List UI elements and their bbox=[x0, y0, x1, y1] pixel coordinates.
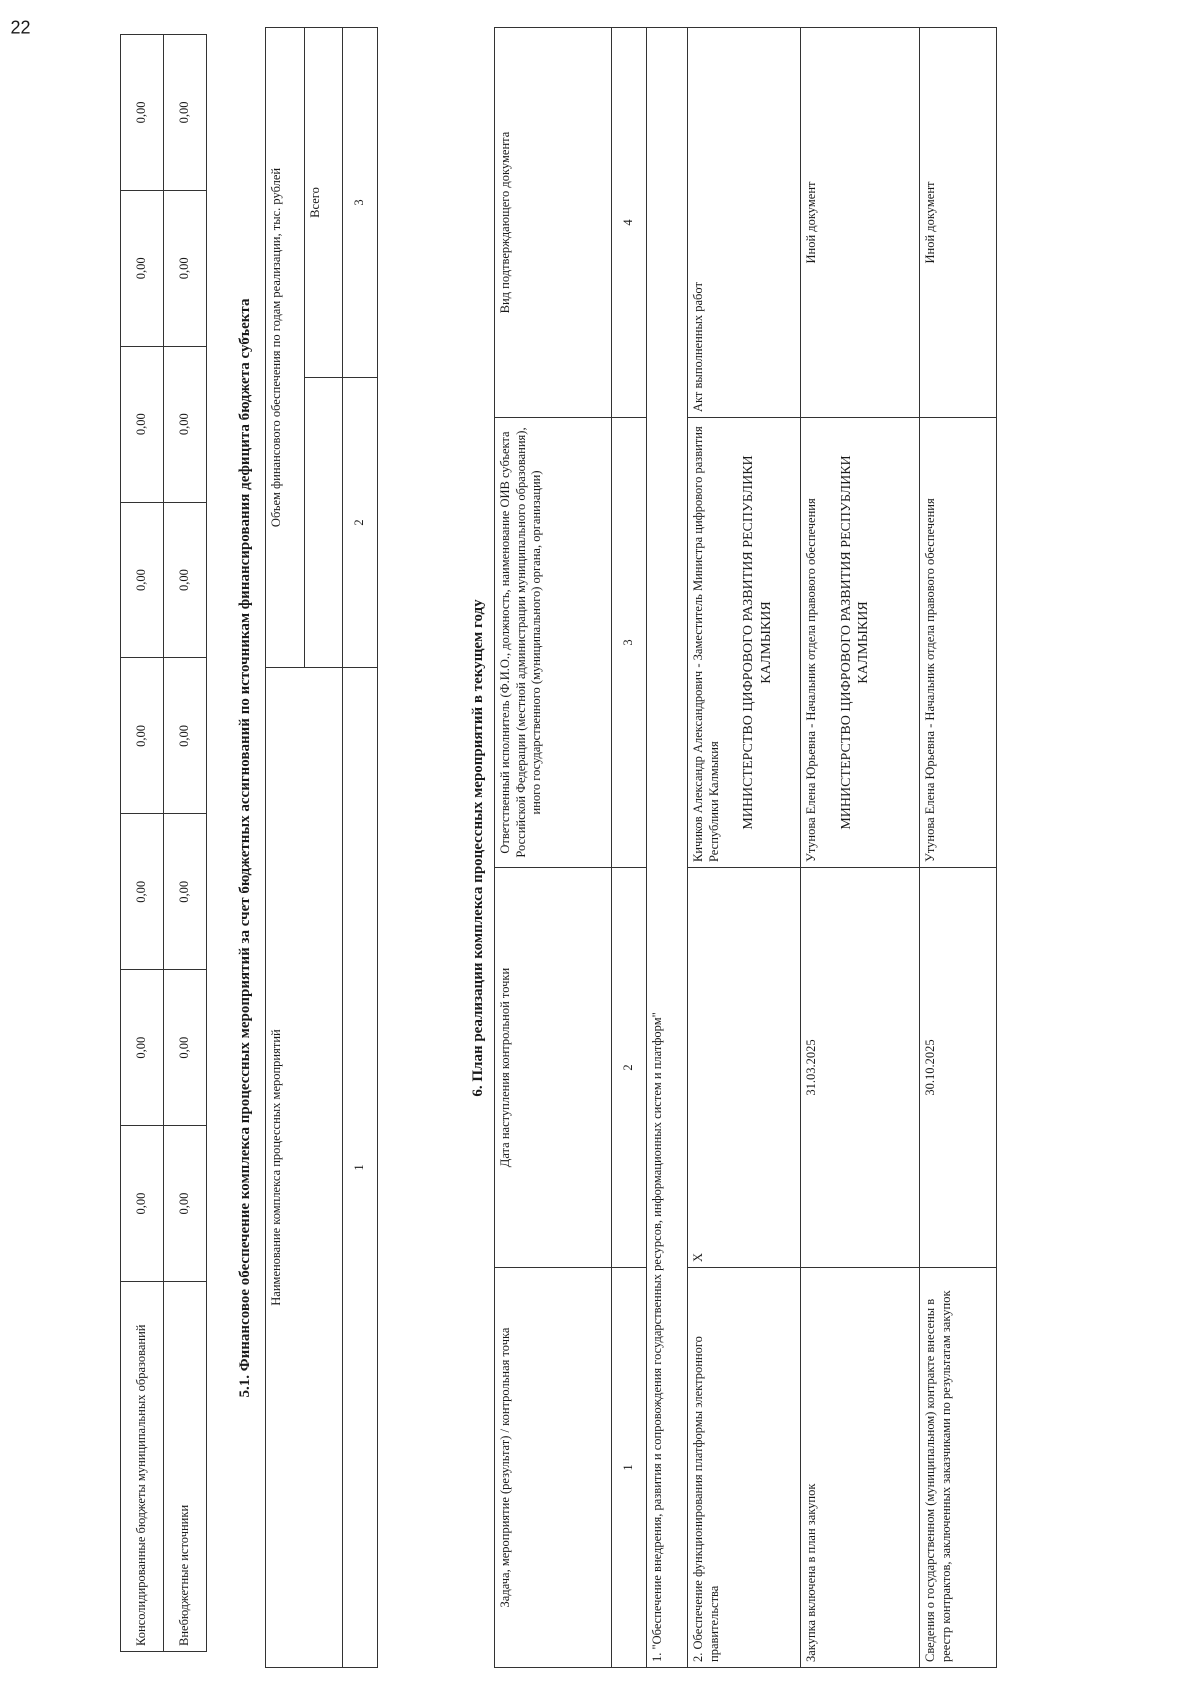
task-title: 1. "Обеспечение внедрения, развития и сопровождения государственных ресурсов, информационных систем и платформ" bbox=[647, 28, 688, 1668]
row-label: Внебюджетные источники bbox=[164, 1282, 207, 1652]
value-cell: 0,00 bbox=[121, 502, 164, 658]
col-number: 2 bbox=[612, 868, 647, 1268]
section-5-1-table bbox=[265, 27, 378, 1668]
section-6-table bbox=[494, 27, 997, 1668]
table-row bbox=[121, 35, 164, 1652]
activity-name: Закупка включена в план закупок bbox=[801, 1268, 920, 1668]
activity-responsible bbox=[688, 418, 801, 868]
header-empty bbox=[304, 378, 343, 668]
responsible-person: Утунова Елена Юрьевна - Начальник отдела правового обеспечения bbox=[804, 498, 818, 862]
financing-sources-table bbox=[120, 34, 207, 1652]
section-6-title: 6. План реализации комплекса процессных мероприятий в текущем году bbox=[470, 599, 486, 1097]
value-cell: 0,00 bbox=[164, 502, 207, 658]
activity-responsible bbox=[920, 418, 997, 868]
section-5-1-title: 5.1. Финансовое обеспечение комплекса процессных мероприятий за счет бюджетных ассигнований по источникам финансирования дефицита бюджета субъекта bbox=[237, 298, 253, 1398]
value-cell: 0,00 bbox=[164, 35, 207, 191]
responsible-org: МИНИСТЕРСТВО ЦИФРОВОГО РАЗВИТИЯ РЕСПУБЛИКИ КАЛМЫКИЯ bbox=[741, 455, 774, 830]
task-row bbox=[647, 28, 688, 1668]
col-number: 3 bbox=[343, 27, 378, 377]
table-row bbox=[920, 28, 997, 1668]
table-header-row bbox=[266, 27, 305, 1667]
header-total: Всего bbox=[304, 27, 343, 377]
value-cell: 0,00 bbox=[121, 814, 164, 970]
header-name: Наименование комплекса процессных мероприятий bbox=[266, 668, 343, 1668]
responsible-org: МИНИСТЕРСТВО ЦИФРОВОГО РАЗВИТИЯ РЕСПУБЛИКИ КАЛМЫКИЯ bbox=[838, 455, 872, 830]
activity-name: Сведения о государственном (муниципальном) контракте внесены в реестр контрактов, заключенных заказчиками по результатам закупок bbox=[920, 1268, 997, 1668]
header-task: Задача, мероприятие (результат) / контрольная точка bbox=[495, 1268, 612, 1668]
responsible-person: Кичиков Александр Александрович - Заместитель Министра цифрового развития Республики Калмыкия bbox=[691, 426, 721, 862]
value-cell: 0,00 bbox=[164, 970, 207, 1126]
value-cell: 0,00 bbox=[164, 190, 207, 346]
page-number: 22 bbox=[10, 17, 31, 38]
value-cell: 0,00 bbox=[164, 346, 207, 502]
activity-date: 31.03.2025 bbox=[801, 868, 920, 1268]
value-cell: 0,00 bbox=[121, 190, 164, 346]
header-volume: Объем финансового обеспечения по годам реализации, тыс. рублей bbox=[266, 27, 305, 667]
value-cell: 0,00 bbox=[164, 814, 207, 970]
responsible-person: Утунова Елена Юрьевна - Начальник отдела правового обеспечения bbox=[923, 498, 937, 862]
activity-document: Иной документ bbox=[920, 28, 997, 418]
value-cell: 0,00 bbox=[164, 658, 207, 814]
activity-document: Иной документ bbox=[801, 28, 920, 418]
table-row bbox=[801, 28, 920, 1668]
value-cell: 0,00 bbox=[121, 35, 164, 191]
value-cell: 0,00 bbox=[121, 658, 164, 814]
header-responsible: Ответственный исполнитель (Ф.И.О., должность, наименование ОИВ субъекта Российской Федерации (местной администрации муниципального образования), иного государственного (муниципального) органа, организации) bbox=[495, 418, 612, 868]
activity-date: X bbox=[688, 868, 801, 1268]
col-number: 2 bbox=[343, 378, 378, 668]
table-row bbox=[343, 27, 378, 1667]
col-number: 4 bbox=[612, 28, 647, 418]
header-document: Вид подтверждающего документа bbox=[495, 28, 612, 418]
header-date: Дата наступления контрольной точки bbox=[495, 868, 612, 1268]
table-row bbox=[612, 28, 647, 1668]
activity-name: 2. Обеспечение функционирования платформы электронного правительства bbox=[688, 1268, 801, 1668]
col-number: 1 bbox=[612, 1268, 647, 1668]
table-header-row bbox=[495, 28, 612, 1668]
table-row bbox=[164, 35, 207, 1652]
value-cell: 0,00 bbox=[121, 1126, 164, 1282]
activity-date: 30.10.2025 bbox=[920, 868, 997, 1268]
table-row bbox=[688, 28, 801, 1668]
value-cell: 0,00 bbox=[121, 970, 164, 1126]
row-label: Консолидированные бюджеты муниципальных образований bbox=[121, 1282, 164, 1652]
col-number: 3 bbox=[612, 418, 647, 868]
col-number: 1 bbox=[343, 668, 378, 1668]
value-cell: 0,00 bbox=[121, 346, 164, 502]
activity-document: Акт выполненных работ bbox=[688, 28, 801, 418]
value-cell: 0,00 bbox=[164, 1126, 207, 1282]
activity-responsible bbox=[801, 418, 920, 868]
